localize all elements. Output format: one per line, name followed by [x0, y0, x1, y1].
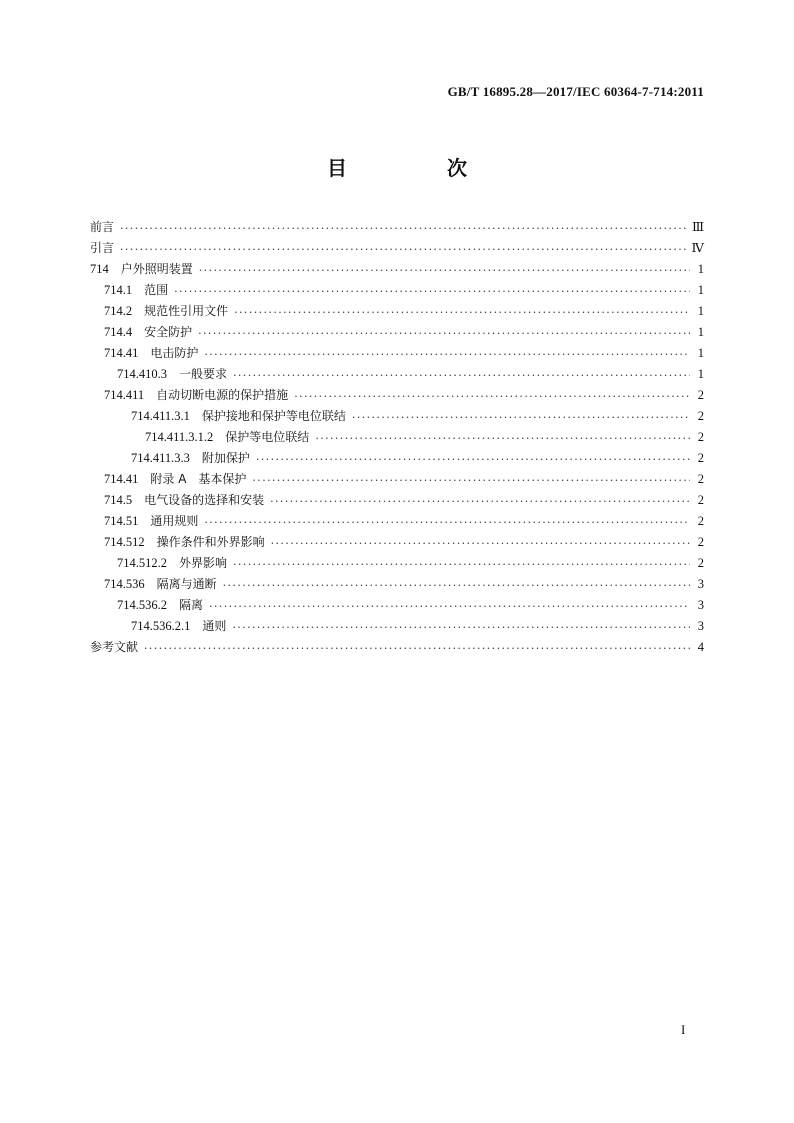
toc-entry-label: 附录 A 基本保护 — [150, 472, 247, 486]
dot-leader — [234, 304, 690, 318]
toc-entry-page: 2 — [697, 409, 704, 423]
toc-entry-label: 电击防护 — [150, 346, 199, 360]
toc-entry[interactable] — [90, 260, 704, 281]
toc-entry[interactable] — [90, 470, 704, 491]
toc-entry-number: 714.2 — [104, 304, 133, 318]
toc-entry[interactable] — [90, 512, 704, 533]
toc-entry[interactable] — [90, 491, 704, 512]
toc-entry[interactable] — [90, 239, 704, 260]
toc-entry-number: 714.411.3.1 — [131, 409, 190, 423]
table-of-contents — [90, 218, 704, 659]
toc-entry-label: 户外照明装置 — [120, 262, 193, 276]
toc-entry-label: 自动切断电源的保护措施 — [156, 388, 289, 402]
toc-title: 目 次 — [327, 156, 507, 180]
toc-entry-page: 3 — [697, 619, 704, 633]
toc-entry-number: 714.411.3.3 — [131, 451, 190, 465]
toc-entry[interactable] — [90, 533, 704, 554]
toc-entry[interactable] — [90, 575, 704, 596]
dot-leader — [270, 493, 690, 507]
toc-entry-label: 附加保护 — [201, 451, 250, 465]
toc-entry-number: 714.411 — [104, 388, 145, 402]
toc-entry-number: 714.1 — [104, 283, 133, 297]
dot-leader — [204, 514, 690, 528]
toc-entry-number: 714.51 — [104, 514, 139, 528]
toc-entry-number: 714.536.2.1 — [131, 619, 191, 633]
toc-entry[interactable] — [90, 365, 704, 386]
toc-entry[interactable] — [90, 281, 704, 302]
dot-leader — [120, 241, 687, 255]
toc-entry-number: 714.5 — [104, 493, 133, 507]
standard-code-header: GB/T 16895.28—2017/IEC 60364-7-714:2011 — [447, 84, 704, 99]
toc-entry-label: 通则 — [202, 619, 227, 633]
page-number: I — [681, 1022, 686, 1037]
toc-entry-label: 保护接地和保护等电位联结 — [201, 409, 346, 423]
toc-entry-label: 一般要求 — [179, 367, 228, 381]
dot-leader — [256, 451, 690, 465]
toc-entry-page: 1 — [697, 283, 704, 297]
toc-entry[interactable] — [90, 407, 704, 428]
dot-leader — [174, 283, 690, 297]
toc-entry-page: 2 — [697, 493, 704, 507]
toc-entry-page: 2 — [697, 388, 704, 402]
toc-entry-number: 714.536 — [104, 577, 145, 591]
toc-entry-label: 电气设备的选择和安装 — [144, 493, 265, 507]
toc-entry-label: 外界影响 — [179, 556, 228, 570]
toc-entry-page: 2 — [697, 451, 704, 465]
toc-entry-label: 安全防护 — [144, 325, 193, 339]
toc-entry-number: 714.41 — [104, 472, 139, 486]
toc-entry-page: 2 — [697, 556, 704, 570]
dot-leader — [271, 535, 690, 549]
dot-leader — [223, 577, 690, 591]
dot-leader — [199, 262, 690, 276]
dot-leader — [294, 388, 690, 402]
dot-leader — [204, 346, 690, 360]
toc-entry-label: 通用规则 — [150, 514, 199, 528]
toc-entry-page: 1 — [697, 325, 704, 339]
toc-entry-page: 1 — [697, 304, 704, 318]
toc-entry-page: 1 — [697, 262, 704, 276]
toc-entry-page: Ⅳ — [691, 241, 704, 255]
toc-entry-label: 参考文献 — [90, 640, 139, 654]
toc-entry-number: 714.512.2 — [117, 556, 167, 570]
toc-entry[interactable] — [90, 428, 704, 449]
toc-entry-page: 3 — [697, 577, 704, 591]
toc-entry-label: 隔离 — [179, 598, 204, 612]
dot-leader — [120, 220, 688, 234]
dot-leader — [144, 640, 690, 654]
toc-entry-page: 4 — [697, 640, 704, 654]
toc-entry[interactable] — [90, 554, 704, 575]
toc-entry-page: 2 — [697, 430, 704, 444]
dot-leader — [232, 619, 690, 633]
toc-entry[interactable] — [90, 449, 704, 470]
toc-entry-number: 714.410.3 — [117, 367, 167, 381]
toc-entry[interactable] — [90, 218, 704, 239]
toc-entry-label: 范围 — [144, 283, 169, 297]
dot-leader — [315, 430, 690, 444]
dot-leader — [198, 325, 690, 339]
toc-entry-label: 规范性引用文件 — [144, 304, 229, 318]
toc-entry-label: 前言 — [90, 220, 115, 234]
dot-leader — [209, 598, 690, 612]
toc-entry-number: 714.4 — [104, 325, 133, 339]
dot-leader — [252, 472, 690, 486]
toc-entry-label: 操作条件和外界影响 — [156, 535, 265, 549]
toc-entry-page: 3 — [697, 598, 704, 612]
toc-entry-label: 保护等电位联结 — [225, 430, 310, 444]
dot-leader — [352, 409, 690, 423]
toc-entry-number: 714 — [90, 262, 109, 276]
toc-entry[interactable] — [90, 344, 704, 365]
toc-entry[interactable] — [90, 386, 704, 407]
toc-entry[interactable] — [90, 617, 704, 638]
toc-entry-number: 714.536.2 — [117, 598, 167, 612]
dot-leader — [233, 556, 690, 570]
toc-entry-page: 1 — [697, 367, 704, 381]
toc-entry-page: Ⅲ — [691, 220, 704, 234]
toc-entry-page: 2 — [697, 535, 704, 549]
toc-entry-label: 引言 — [90, 241, 115, 255]
toc-entry-page: 2 — [697, 472, 704, 486]
toc-entry-number: 714.41 — [104, 346, 139, 360]
toc-entry-page: 2 — [697, 514, 704, 528]
toc-entry-number: 714.411.3.1.2 — [145, 430, 214, 444]
toc-entry-page: 1 — [697, 346, 704, 360]
toc-entry[interactable] — [90, 596, 704, 617]
toc-entry[interactable] — [90, 323, 704, 344]
toc-entry-label: 隔离与通断 — [156, 577, 217, 591]
dot-leader — [233, 367, 690, 381]
toc-entry-number: 714.512 — [104, 535, 145, 549]
toc-entry[interactable] — [90, 302, 704, 323]
toc-entry[interactable] — [90, 638, 704, 659]
